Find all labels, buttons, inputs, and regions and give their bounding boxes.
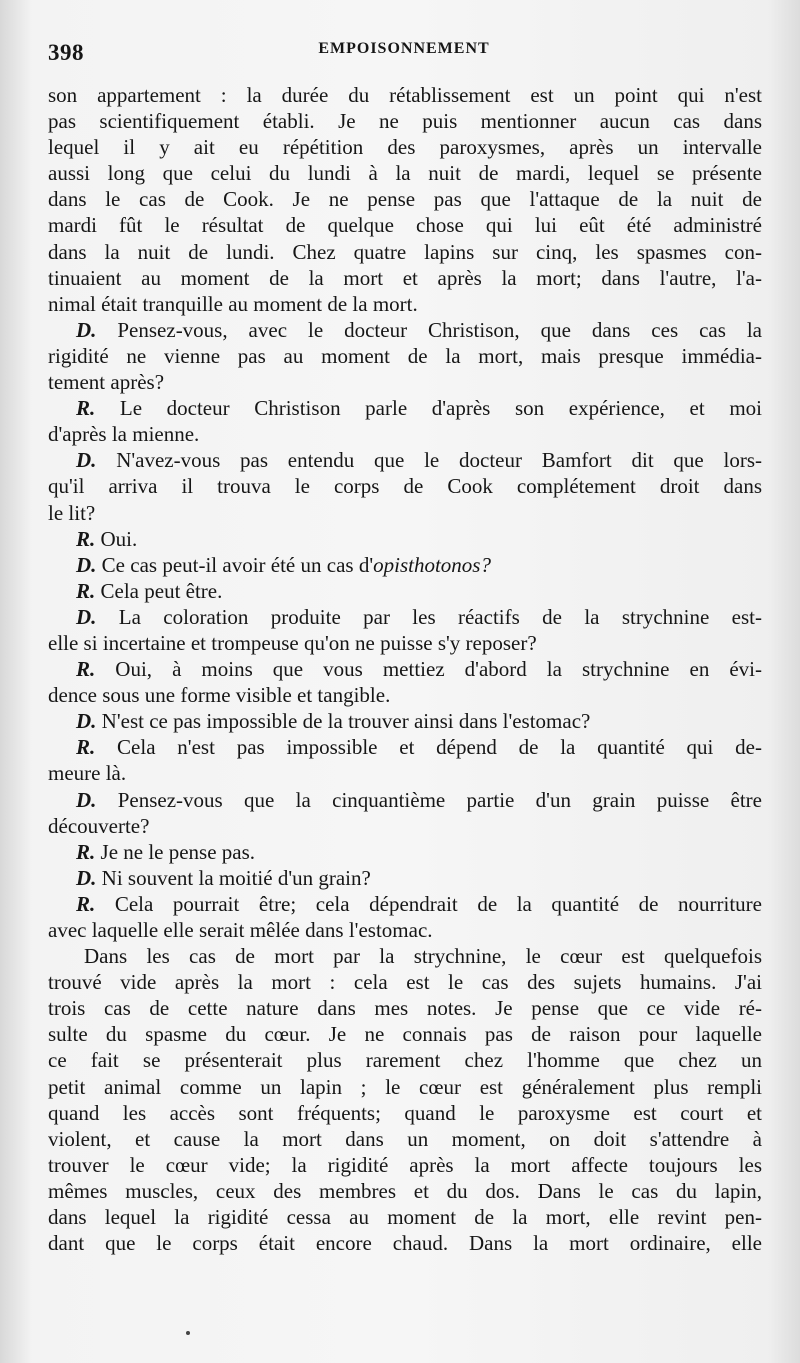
line-text: meure là. (48, 761, 127, 786)
text-line (48, 943, 762, 969)
text-line (48, 1126, 762, 1152)
text-line (48, 421, 762, 447)
speaker-label: D. (76, 317, 118, 342)
speaker-label: R. (76, 578, 101, 603)
speaker-label: R. (76, 396, 120, 421)
text-line (48, 682, 762, 708)
line-text: nimal était tranquille au moment de la mort. (48, 291, 418, 316)
text-line (48, 82, 762, 108)
line-text: Cela n'est pas impossible et dépend de la quantité qui de- (117, 735, 762, 760)
line-text: d'après la mienne. (48, 422, 200, 447)
line-text: Oui, à moins que vous mettiez d'abord la strychnine en évi- (115, 657, 762, 682)
text-line (48, 369, 762, 395)
dialogue-line (48, 891, 762, 917)
text-line (48, 1047, 762, 1073)
text-line (48, 760, 762, 786)
text-line (48, 1204, 762, 1230)
text-line (48, 1074, 762, 1100)
text-line (48, 265, 762, 291)
speaker-label: R. (76, 735, 118, 760)
dialogue-line (48, 865, 762, 891)
dialogue-line (48, 839, 762, 865)
line-text: rigidité ne vienne pas au moment de la mort, mais presque immédia- (48, 343, 762, 368)
line-text: son appartement : la durée du rétablissement est un point qui n'est (48, 83, 762, 107)
text-line (48, 134, 762, 160)
line-text: elle si incertaine et trompeuse qu'on ne puisse s'y reposer? (48, 630, 537, 655)
line-text: Dans les cas de mort par la strychnine, le cœur est quelquefois (84, 944, 762, 969)
text-line (48, 630, 762, 656)
text-line (48, 969, 762, 995)
text-line (48, 160, 762, 186)
text-line (48, 1021, 762, 1047)
speaker-label: R. (76, 526, 101, 551)
line-text: Je ne le pense pas. (100, 839, 256, 864)
line-text: dans lequel la rigidité cessa au moment de la mort, elle revint pen- (48, 1205, 762, 1230)
line-text: trouvé vide après la mort : cela est le cas des sujets humains. J'ai (48, 970, 762, 995)
line-text: mêmes muscles, ceux des membres et du dos. Dans le cas du lapin, (48, 1178, 762, 1203)
line-text: le lit? (48, 500, 96, 525)
dialogue-line (48, 447, 762, 473)
speaker-label: D. (76, 787, 118, 812)
line-text: pas scientifiquement établi. Je ne puis mentionner aucun cas dans (48, 109, 762, 134)
line-text: dans le cas de Cook. Je ne pense pas que l'attaque de la nuit de (48, 187, 762, 212)
line-text: N'est ce pas impossible de la trouver ainsi dans l'estomac? (101, 709, 591, 734)
dialogue-line (48, 552, 762, 578)
text-line (48, 813, 762, 839)
speaker-label: D. (76, 552, 102, 577)
text-line (48, 186, 762, 212)
text-line (48, 917, 762, 943)
dialogue-line (48, 734, 762, 760)
line-text: trouver le cœur vide; la rigidité après la mort affecte toujours les (48, 1152, 762, 1177)
speaker-label: D. (76, 709, 102, 734)
speaker-label: D. (76, 604, 119, 629)
line-text: découverte? (48, 813, 150, 838)
line-text: qu'il arriva il trouva le corps de Cook complétement droit dans (48, 474, 762, 499)
text-line (48, 995, 762, 1021)
text-line (48, 108, 762, 134)
line-text: Cela peut être. (100, 578, 223, 603)
page-number: 398 (48, 40, 84, 65)
line-text: Cela pourrait être; cela dépendrait de la quantité de nourriture (114, 891, 762, 916)
line-text: Le docteur Christison parle d'après son expérience, et moi (119, 396, 762, 421)
line-text: trois cas de cette nature dans mes notes. Je pense que ce vide ré- (48, 996, 762, 1021)
text-line (48, 1152, 762, 1178)
line-text: La coloration produite par les réactifs de la strychnine est- (118, 604, 762, 629)
page-header (48, 36, 760, 76)
speaker-label: D. (76, 448, 117, 473)
line-text: dans la nuit de lundi. Chez quatre lapins sur cinq, les spasmes con- (48, 239, 762, 264)
line-text: Ce cas peut-il avoir été un cas d' (101, 552, 374, 577)
speaker-label: R. (76, 657, 116, 682)
text-line (48, 473, 762, 499)
text-line (48, 212, 762, 238)
dialogue-line (48, 708, 762, 734)
body-text (48, 82, 762, 1256)
line-text: dant que le corps était encore chaud. Dans la mort ordinaire, elle (48, 1231, 762, 1256)
text-line (48, 1178, 762, 1204)
text-line (48, 1100, 762, 1126)
line-text: Oui. (100, 526, 138, 551)
line-text: sulte du spasme du cœur. Je ne connais pas de raison pour laquelle (48, 1022, 762, 1047)
line-text: lequel il y ait eu répétition des paroxysmes, après un intervalle (48, 135, 762, 160)
line-text: quand les accès sont fréquents; quand le paroxysme est court et (48, 1100, 762, 1125)
line-text: Pensez-vous que la cinquantième partie d'un grain puisse être (117, 787, 762, 812)
speaker-label: R. (76, 839, 101, 864)
speaker-label: R. (76, 891, 115, 916)
text-line (48, 500, 762, 526)
dialogue-line (48, 578, 762, 604)
text-line (48, 1230, 762, 1256)
text-line (48, 343, 762, 369)
dialogue-line (48, 317, 762, 343)
line-text: violent, et cause la mort dans un moment, on doit s'attendre à (48, 1126, 762, 1151)
line-text: mardi fût le résultat de quelque chose qui lui eût été administré (48, 213, 762, 238)
line-text: avec laquelle elle serait mêlée dans l'estomac. (48, 918, 433, 942)
dialogue-line (48, 656, 762, 682)
line-text: petit animal comme un lapin ; le cœur est généralement plus rempli (48, 1074, 762, 1099)
line-text: aussi long que celui du lundi à la nuit de mardi, lequel se présente (48, 161, 762, 186)
italic-term: opisthotonos? (373, 552, 491, 577)
dialogue-line (48, 787, 762, 813)
dialogue-line (48, 526, 762, 552)
line-text: Ni souvent la moitié d'un grain? (101, 865, 371, 890)
line-text: Pensez-vous, avec le docteur Christison, que dans ces cas la (117, 317, 762, 342)
dialogue-line (48, 395, 762, 421)
dialogue-line (48, 604, 762, 630)
speaker-label: D. (76, 865, 102, 890)
line-text: tinuaient au moment de la mort et après la mort; dans l'autre, l'a- (48, 265, 762, 290)
line-text: ce fait se présenterait plus rarement chez l'homme que chez un (48, 1048, 762, 1073)
text-line (48, 239, 762, 265)
line-text: N'avez-vous pas entendu que le docteur Bamfort dit que lors- (116, 448, 762, 473)
text-line (48, 291, 762, 317)
footer-mark (186, 1331, 190, 1335)
line-text: tement après? (48, 370, 165, 395)
running-title: EMPOISONNEMENT (318, 40, 490, 57)
line-text: dence sous une forme visible et tangible. (48, 683, 391, 708)
